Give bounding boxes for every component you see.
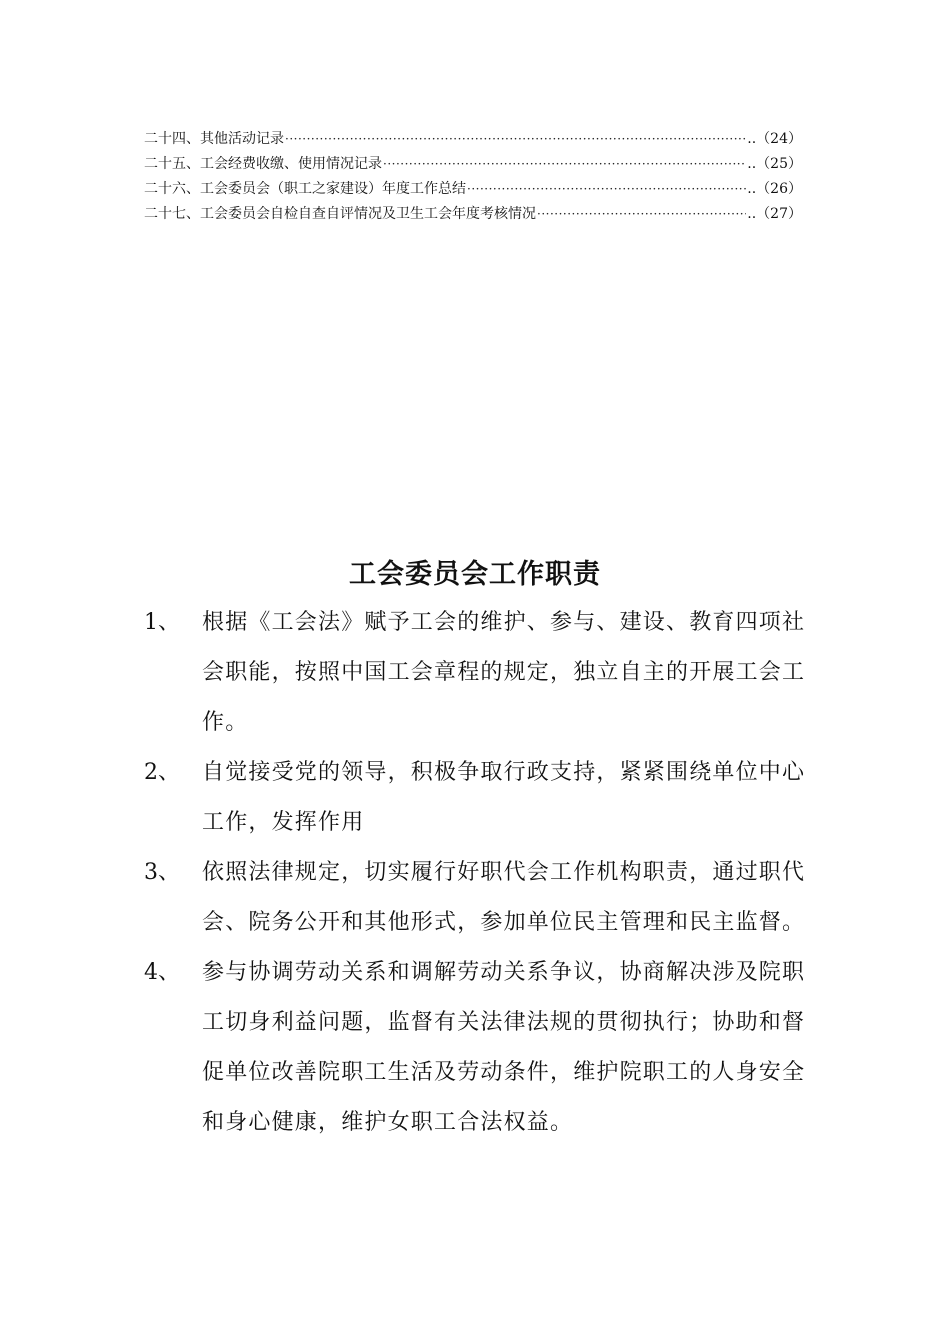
toc-entry-page: ..（26）	[747, 181, 802, 197]
toc-entry-label: 二十六、工会委员会（职工之家建设）年度工作总结	[144, 181, 466, 197]
toc-entry-label: 二十四、其他活动记录	[144, 131, 284, 147]
toc-dot-leader	[467, 177, 746, 202]
list-item-text: 根据《工会法》赋予工会的维护、参与、建设、教育四项社会职能，按照中国工会章程的规定，独立自主的开展工会工作。	[202, 610, 806, 735]
list-item-text: 依照法律规定，切实履行好职代会工作机构职责，通过职代会、院务公开和其他形式，参加单位民主管理和民主监督。	[202, 860, 806, 935]
toc-dot-leader	[285, 127, 746, 152]
list-item	[144, 748, 808, 848]
toc-entry[interactable]	[144, 177, 802, 202]
toc-entry-page: ..（27）	[747, 206, 802, 222]
list-item-text: 自觉接受党的领导，积极争取行政支持，紧紧围绕单位中心工作，发挥作用	[202, 760, 806, 835]
list-item-number: 1、	[144, 610, 180, 635]
toc-entry[interactable]	[144, 202, 802, 227]
toc-entry-page: ..（24）	[747, 131, 802, 147]
duties-list	[144, 598, 808, 1148]
list-item-number: 2、	[144, 760, 180, 785]
list-item-number: 3、	[144, 860, 180, 885]
list-item-text: 参与协调劳动关系和调解劳动关系争议，协商解决涉及院职工切身利益问题，监督有关法律法规的贯彻执行；协助和督促单位改善院职工生活及劳动条件，维护院职工的人身安全和身心健康，维护女职工合法权益。	[202, 960, 806, 1135]
toc-entry-label: 二十七、工会委员会自检自查自评情况及卫生工会年度考核情况	[144, 206, 536, 222]
list-item	[144, 598, 808, 748]
toc-entry-page: ..（25）	[747, 156, 802, 172]
toc-dot-leader	[537, 202, 746, 227]
list-item	[144, 848, 808, 948]
table-of-contents	[144, 127, 802, 227]
toc-entry-label: 二十五、工会经费收缴、使用情况记录	[144, 156, 382, 172]
list-item-number: 4、	[144, 960, 180, 985]
toc-entry[interactable]	[144, 152, 802, 177]
section-title: 工会委员会工作职责	[349, 559, 601, 590]
list-item	[144, 948, 808, 1148]
toc-dot-leader	[383, 152, 746, 177]
toc-entry[interactable]	[144, 127, 802, 152]
